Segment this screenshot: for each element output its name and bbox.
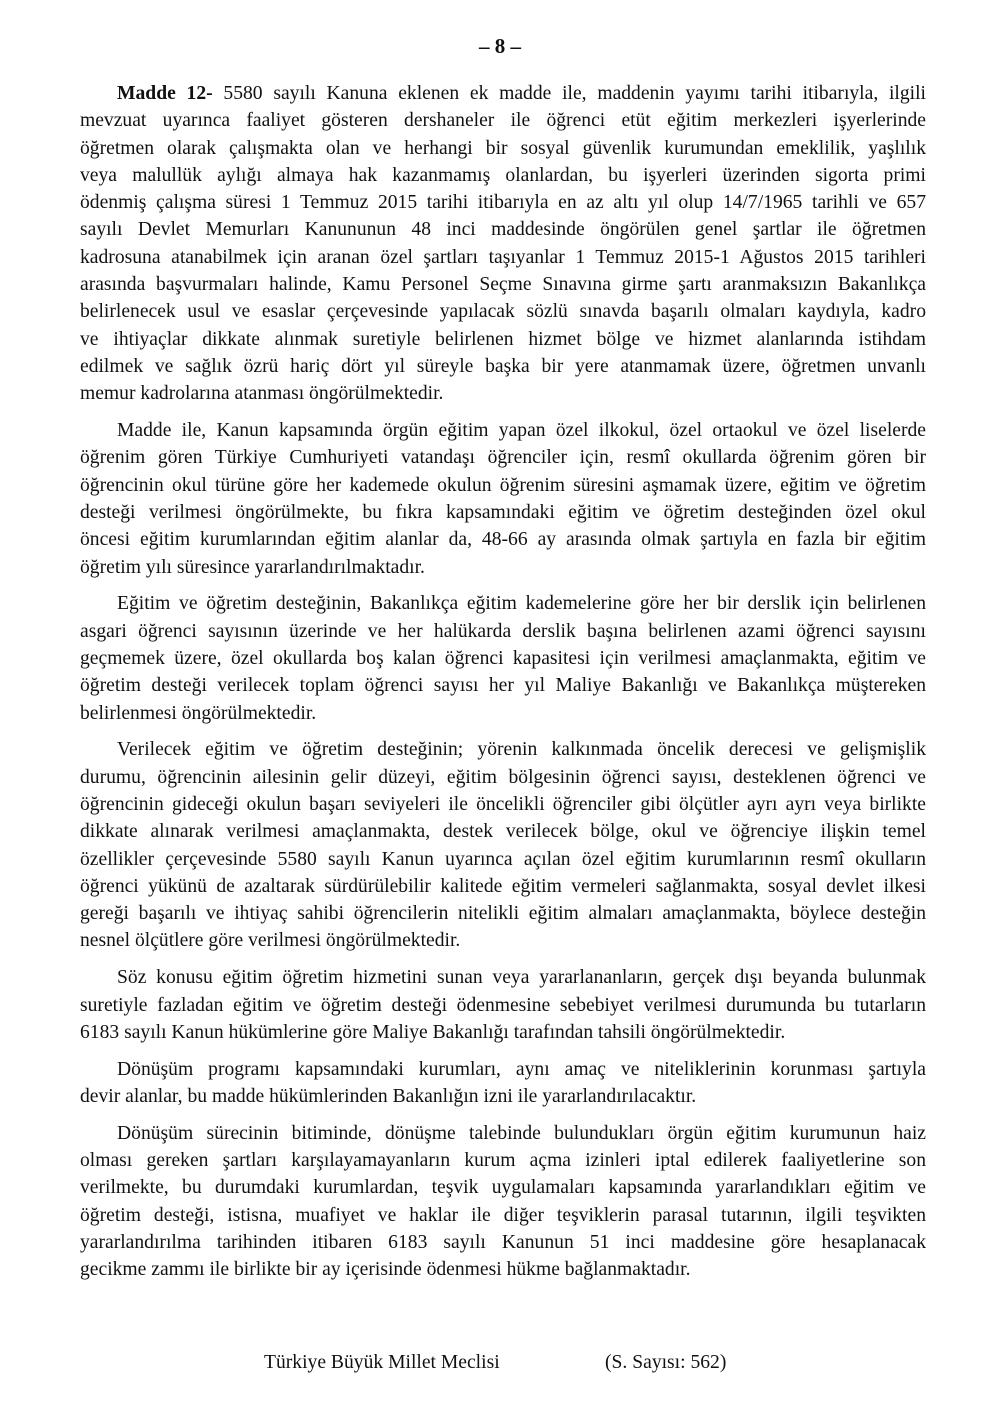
- line-text: 5580 sayılı Kanuna eklenen ek madde ile, maddenin yayımı tarihi itibarıyla, ilgili: [212, 83, 926, 104]
- paragraph: [80, 80, 926, 408]
- line-text: belirlenmesi öngörülmektedir.: [80, 702, 317, 724]
- line-text: arasında başvurmaları halinde, Kamu Personel Seçme Sınavına girme şartı aranmaksızın Bakanlıkça: [80, 274, 926, 296]
- text-line: [80, 818, 926, 845]
- paragraph: [80, 417, 926, 581]
- line-text: ve ihtiyaçlar dikkate alınmak suretiyle belirlenen hizmet bölge ve hizmet alanlarında istihdam: [80, 328, 926, 350]
- text-line: [80, 554, 926, 581]
- line-text: geçmemek üzere, özel okullarda boş kalan öğrenci kapasitesi için verilmesi amaçlanmakta, eğitim ve: [80, 647, 926, 669]
- text-line: [80, 1147, 926, 1174]
- text-line: [80, 846, 926, 873]
- document-body: [80, 80, 926, 1293]
- line-text: sayılı Devlet Memurları Kanununun 48 inci maddesinde öngörülen genel şartlar ile öğretmen: [80, 219, 926, 241]
- paragraph: [80, 590, 926, 726]
- line-text: asgari öğrenci sayısının üzerinde ve her halükarda derslik başına belirlenen azami öğrenci sayısını: [80, 620, 926, 642]
- text-line: [80, 1202, 926, 1229]
- text-line: [80, 645, 926, 672]
- text-line: [80, 353, 926, 380]
- line-text: olması gereken şartları karşılayamayanların kurum açma izinleri iptal edilerek faaliyetlerine son: [80, 1149, 926, 1171]
- line-text: öğrencinin gideceği okulun başarı seviyeleri ile öncelikli öğrenciler gibi ölçütler ayrı ayrı veya birlikte: [80, 793, 926, 815]
- footer-institution: Türkiye Büyük Millet Meclisi: [264, 1352, 500, 1373]
- line-text: öğrenci yükünü de azaltarak sürdürülebilir kalitede eğitim vermeleri sağlanmakta, sosyal devlet ilkesi: [80, 875, 926, 897]
- text-line: [80, 1120, 926, 1147]
- line-text: memur kadrolarına atanması öngörülmektedir.: [80, 383, 444, 405]
- line-text: gereği başarılı ve ihtiyaç sahibi öğrencilerin nitelikli eğitim almaları amaçlanmakta, böylece desteğin: [80, 903, 926, 925]
- text-line: [80, 1056, 926, 1083]
- line-text: mevzuat uyarınca faaliyet gösteren dershaneler ile öğrenci etüt eğitim merkezleri işyerlerinde: [80, 110, 926, 132]
- text-line: [80, 444, 926, 471]
- text-line: [80, 764, 926, 791]
- paragraph: [80, 964, 926, 1046]
- text-line: [80, 927, 926, 954]
- line-text: veya malullük aylığı almaya hak kazanmamış olanlardan, bu işyerleri üzerinden sigorta primi: [80, 164, 926, 186]
- text-line: [80, 244, 926, 271]
- text-line: [80, 380, 926, 407]
- line-text: Verilecek eğitim ve öğretim desteğinin; yörenin kalkınmada öncelik derecesi ve gelişmişlik: [117, 739, 926, 761]
- paragraph: [80, 1056, 926, 1111]
- line-text: öğretim yılı süresince yararlandırılmaktadır.: [80, 556, 425, 578]
- line-text: öğrenim gören Türkiye Cumhuriyeti vatandaşı öğrenciler için, resmî okullarda öğrenim gören bir: [80, 447, 926, 469]
- text-line: [80, 590, 926, 617]
- article-heading: Madde 12-: [117, 83, 213, 104]
- line-text: öğretmen olarak çalışmakta olan ve herhangi bir sosyal güvenlik kurumundan emeklilik, yaşlılık: [80, 137, 926, 159]
- text-line: [80, 1256, 926, 1283]
- line-text: öğrencinin okul türüne göre her kademede okulun öğrenim süresini aşmamak üzere, eğitim ve öğretim: [80, 474, 926, 496]
- line-text: Madde ile, Kanun kapsamında örgün eğitim yapan özel ilkokul, özel ortaokul ve özel liselerde: [117, 420, 926, 442]
- line-text: verilmekte, bu durumdaki kurumlardan, teşvik uygulamaları kapsamında yararlandıkları eğitim ve: [80, 1177, 926, 1199]
- text-line: [80, 873, 926, 900]
- line-text: öğretim desteği verilecek toplam öğrenci sayısı her yıl Maliye Bakanlığı ve Bakanlıkça müştereken: [80, 675, 926, 697]
- line-text: öğretim desteği, istisna, muafiyet ve haklar ile diğer teşviklerin parasal tutarının, ilgili teşvikten: [80, 1204, 926, 1226]
- line-text: devir alanlar, bu madde hükümlerinden Bakanlığın izni ile yararlandırılacaktır.: [80, 1085, 697, 1107]
- paragraph: [80, 1120, 926, 1284]
- text-line: [80, 107, 926, 134]
- text-line: [80, 472, 926, 499]
- text-line: [80, 298, 926, 325]
- line-text: 6183 sayılı Kanun hükümlerine göre Maliye Bakanlığı tarafından tahsili öngörülmektedir.: [80, 1021, 786, 1043]
- text-line: [80, 700, 926, 727]
- text-line: [80, 1174, 926, 1201]
- text-line: [80, 672, 926, 699]
- text-line: [80, 964, 926, 991]
- line-text: kadrosuna atanabilmek için aranan özel şartları taşıyanlar 1 Temmuz 2015-1 Ağustos 2015 tarihleri: [80, 246, 926, 268]
- text-line: [80, 791, 926, 818]
- text-line: [80, 162, 926, 189]
- line-text: ödenmiş çalışma süresi 1 Temmuz 2015 tarihi itibarıyla en az altı yıl olup 14/7/1965 tarihli ve 657: [80, 192, 926, 214]
- text-line: [80, 417, 926, 444]
- text-line: [80, 992, 926, 1019]
- line-text: suretiyle fazladan eğitim ve öğretim desteği ödenmesine sebebiyet verilmesi durumunda bu tutarların: [80, 994, 926, 1016]
- text-line: [80, 271, 926, 298]
- text-line: [80, 216, 926, 243]
- text-line: [80, 526, 926, 553]
- line-text: dikkate alınarak verilmesi amaçlanmakta, destek verilecek bölge, okul ve öğrenciye ilişkin temel: [80, 821, 926, 843]
- text-line: [80, 80, 926, 107]
- text-line: [80, 1083, 926, 1110]
- line-text: edilmek ve sağlık özrü hariç dört yıl süreyle başka bir yere atanmamak üzere, öğretmen unvanlı: [80, 355, 926, 377]
- line-text: durumu, öğrencinin ailesinin gelir düzeyi, eğitim bölgesinin öğrenci sayısı, desteklenen öğrenci ve: [80, 766, 926, 788]
- line-text: öncesi eğitim kurumlarından eğitim alanlar da, 48-66 ay arasında olmak şartıyla en fazla bir eğitim: [80, 529, 926, 551]
- footer-issue-number: (S. Sayısı: 562): [605, 1352, 727, 1373]
- line-text: Eğitim ve öğretim desteğinin, Bakanlıkça eğitim kademelerine göre her bir derslik için belirlenen: [117, 593, 926, 615]
- text-line: [80, 1229, 926, 1256]
- text-line: [80, 900, 926, 927]
- line-text: Söz konusu eğitim öğretim hizmetini sunan veya yararlananların, gerçek dışı beyanda bulunmak: [117, 967, 926, 989]
- line-text: özellikler çerçevesinde 5580 sayılı Kanun uyarınca açılan özel eğitim kurumlarının resmî okulların: [80, 848, 926, 870]
- text-line: [80, 736, 926, 763]
- text-line: [80, 326, 926, 353]
- line-text: Dönüşüm sürecinin bitiminde, dönüşme talebinde bulundukları örgün eğitim kurumunun haiz: [117, 1122, 926, 1144]
- paragraph: [80, 736, 926, 954]
- line-text: Dönüşüm programı kapsamındaki kurumları, aynı amaç ve niteliklerinin korunması şartıyla: [117, 1058, 926, 1080]
- text-line: [80, 499, 926, 526]
- page-number: – 8 –: [479, 34, 521, 58]
- line-text: desteği verilmesi öngörülmekte, bu fıkra kapsamındaki eğitim ve öğretim desteğinden özel okul: [80, 501, 926, 523]
- text-line: [80, 1019, 926, 1046]
- text-line: [80, 618, 926, 645]
- text-line: [80, 189, 926, 216]
- line-text: yararlandırılma tarihinden itibaren 6183 sayılı Kanunun 51 inci maddesine göre hesaplanacak: [80, 1231, 926, 1253]
- line-text: belirlenecek usul ve esaslar çerçevesinde yapılacak sözlü sınavda başarılı olmaları kaydıyla, kadro: [80, 301, 926, 323]
- line-text: nesnel ölçütlere göre verilmesi öngörülmektedir.: [80, 930, 461, 952]
- line-text: gecikme zammı ile birlikte bir ay içerisinde ödenmesi hükme bağlanmaktadır.: [80, 1259, 691, 1281]
- text-line: [80, 135, 926, 162]
